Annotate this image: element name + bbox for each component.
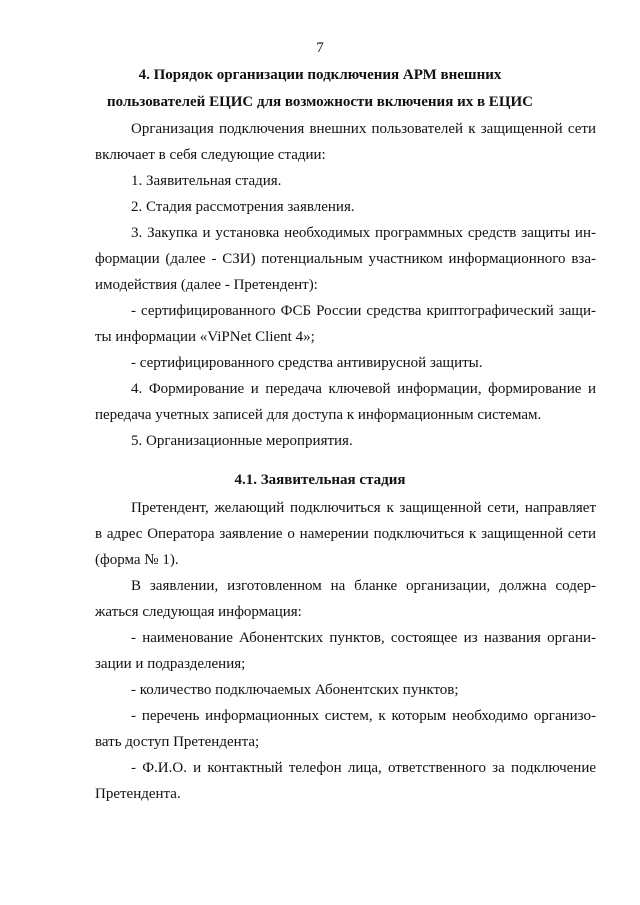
applicant-paragraph-line-1: Претендент, желающий подключиться к защищенной сети, направляет (131, 500, 596, 516)
bullet-contact-line-1: - Ф.И.О. и контактный телефон лица, ответственного за подключение (131, 760, 596, 776)
application-content-line-1: В заявлении, изготовленном на бланке организации, должна содер- (131, 578, 596, 594)
stage-4-line-2: передача учетных записей для доступа к информационным системам. (95, 407, 542, 423)
page-number: 7 (316, 40, 324, 56)
intro-paragraph-line-2: включает в себя следующие стадии: (95, 147, 326, 163)
section-heading-line-2: пользователей ЕЦИС для возможности включения их в ЕЦИС (107, 94, 533, 110)
stage-4-line-1: 4. Формирование и передача ключевой информации, формирование и (131, 381, 596, 397)
subsection-heading: 4.1. Заявительная стадия (234, 472, 406, 488)
stage-5-item: 5. Организационные мероприятия. (131, 433, 353, 449)
applicant-paragraph-line-2: в адрес Оператора заявление о намерении подключиться к защищенной сети (95, 526, 596, 542)
application-content-line-2: жаться следующая информация: (95, 604, 302, 620)
bullet-names-line-1: - наименование Абонентских пунктов, состоящее из названия органи- (131, 630, 596, 646)
bullet-fsb-line-1: - сертифицированного ФСБ России средства криптографический защи- (131, 303, 596, 319)
bullet-systems-line-1: - перечень информационных систем, к которым необходимо организо- (131, 708, 596, 724)
applicant-paragraph-line-3: (форма № 1). (95, 552, 179, 568)
bullet-contact-line-2: Претендента. (95, 786, 181, 802)
bullet-fsb-line-2: ты информации «ViPNet Client 4»; (95, 329, 315, 345)
intro-paragraph-line-1: Организация подключения внешних пользователей к защищенной сети (131, 121, 596, 137)
stage-3-line-1: 3. Закупка и установка необходимых программных средств защиты ин- (131, 225, 596, 241)
stage-3-line-3: имодействия (далее - Претендент): (95, 277, 318, 293)
bullet-antivirus: - сертифицированного средства антивирусной защиты. (131, 355, 483, 371)
stage-2-item: 2. Стадия рассмотрения заявления. (131, 199, 355, 215)
stage-1-item: 1. Заявительная стадия. (131, 173, 282, 189)
bullet-names-line-2: зации и подразделения; (95, 656, 246, 672)
stage-3-line-2: формации (далее - СЗИ) потенциальным участником информационного вза- (95, 251, 596, 267)
bullet-systems-line-2: вать доступ Претендента; (95, 734, 260, 750)
bullet-count: - количество подключаемых Абонентских пунктов; (131, 682, 459, 698)
section-heading-line-1: 4. Порядок организации подключения АРМ внешних (138, 67, 502, 83)
